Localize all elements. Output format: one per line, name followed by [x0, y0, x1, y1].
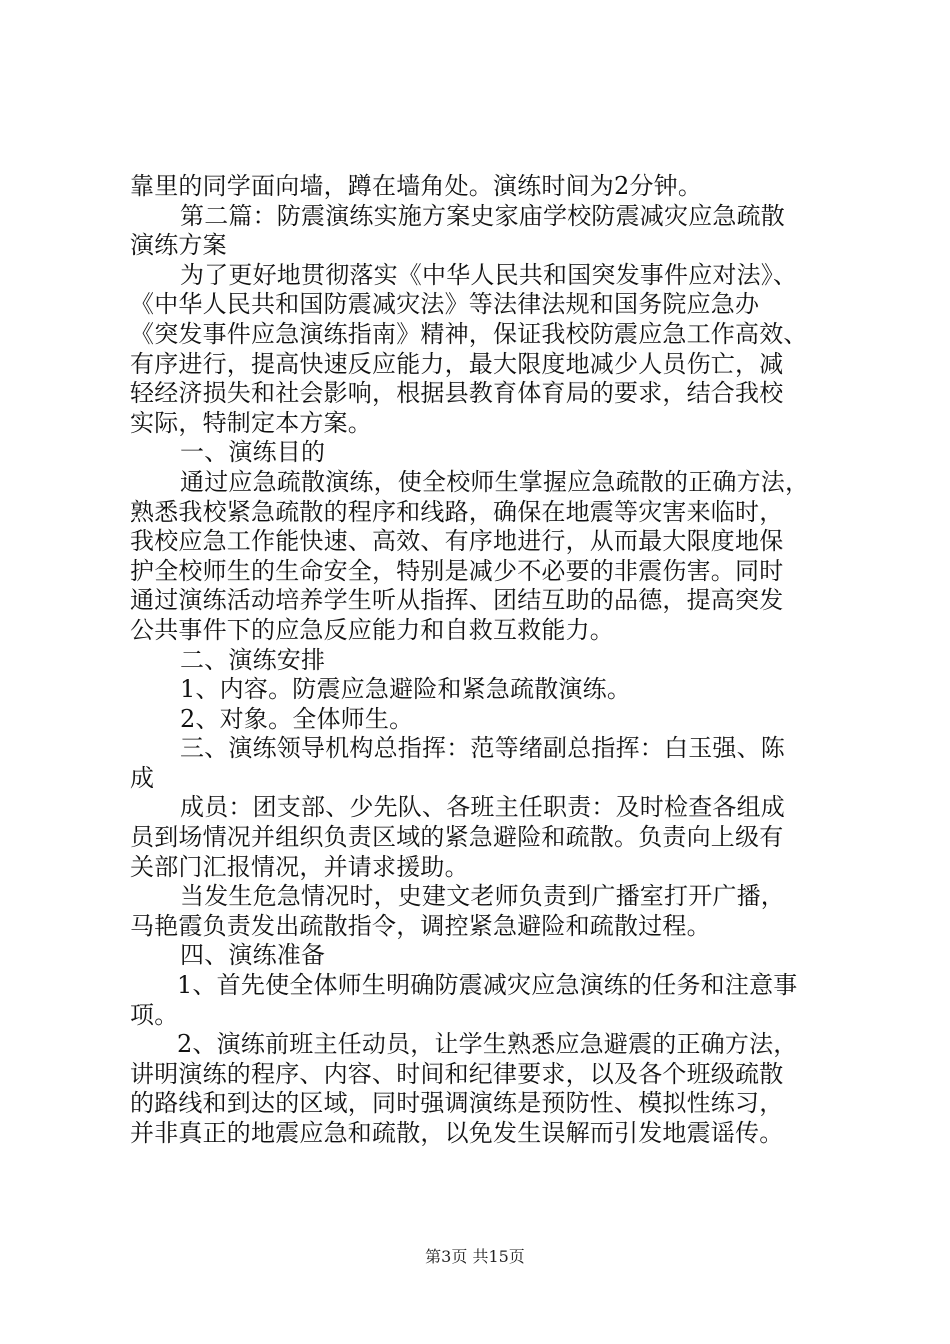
text-line: 有序进行，提高快速反应能力，最大限度地减少人员伤亡，减: [130, 349, 784, 378]
text-line: 员到场情况并组织负责区域的紧急避险和疏散。负责向上级有: [130, 823, 784, 852]
list-item: 1、内容。防震应急避险和紧急疏散演练。: [180, 675, 632, 704]
text-line: 讲明演练的程序、内容、时间和纪律要求，以及各个班级疏散: [130, 1059, 784, 1088]
section-heading: 第二篇：防震演练实施方案史家庙学校防震减灾应急疏散: [180, 201, 785, 230]
text-line: 的路线和到达的区域，同时强调演练是预防性、模拟性练习，: [130, 1089, 784, 1118]
paragraph-start: 为了更好地贯彻落实《中华人民共和国突发事件应对法》、: [180, 260, 798, 289]
paragraph-start: 当发生危急情况时，史建文老师负责到广播室打开广播，: [180, 882, 785, 911]
text-line: 成: [130, 763, 155, 792]
text-line: 靠里的同学面向墙，蹲在墙角处。演练时间为2分钟。: [130, 172, 703, 200]
text-line: 熟悉我校紧急疏散的程序和线路，确保在地震等灾害来临时，: [130, 497, 784, 526]
paragraph-start: 成员：团支部、少先队、各班主任职责：及时检查各组成: [180, 793, 785, 822]
section-heading: 一、演练目的: [180, 438, 326, 467]
list-item: 2、对象。全体师生。: [180, 704, 414, 733]
section-heading: 四、演练准备: [180, 941, 326, 970]
document-body: [130, 172, 835, 1149]
text-line: 实际，特制定本方案。: [130, 408, 372, 437]
text-line: 马艳霞负责发出疏散指令，调控紧急避险和疏散过程。: [130, 911, 711, 940]
text-line: 演练方案: [130, 231, 227, 260]
list-item: 1、首先使全体师生明确防震减灾应急演练的任务和注意事: [177, 971, 798, 1000]
text-line: 关部门汇报情况，并请求援助。: [130, 852, 469, 881]
text-line: 轻经济损失和社会影响，根据县教育体育局的要求，结合我校: [130, 379, 784, 408]
text-line: 《中华人民共和国防震减灾法》等法律法规和国务院应急办: [130, 290, 760, 319]
text-line: 护全校师生的生命安全，特别是减少不必要的非震伤害。同时: [130, 556, 784, 585]
text-line: 《突发事件应急演练指南》精神，保证我校防震应急工作高效、: [130, 319, 808, 348]
text-line: 并非真正的地震应急和疏散，以免发生误解而引发地震谣传。: [130, 1119, 784, 1147]
text-line: 项。: [130, 1000, 179, 1029]
paragraph-start: 通过应急疏散演练，使全校师生掌握应急疏散的正确方法，: [180, 467, 810, 496]
section-heading: 二、演练安排: [180, 645, 326, 674]
text-line: 通过演练活动培养学生听从指挥、团结互助的品德，提高突发: [130, 586, 784, 615]
list-item: 2、演练前班主任动员，让学生熟悉应急避震的正确方法，: [177, 1030, 798, 1059]
text-line: 公共事件下的应急反应能力和自救互救能力。: [130, 615, 614, 644]
text-line: 我校应急工作能快速、高效、有序地进行，从而最大限度地保: [130, 527, 784, 556]
page-number-footer: 第3页 共15页: [425, 1247, 525, 1266]
section-heading: 三、演练领导机构总指挥：范等绪副总指挥：白玉强、陈: [180, 734, 785, 763]
